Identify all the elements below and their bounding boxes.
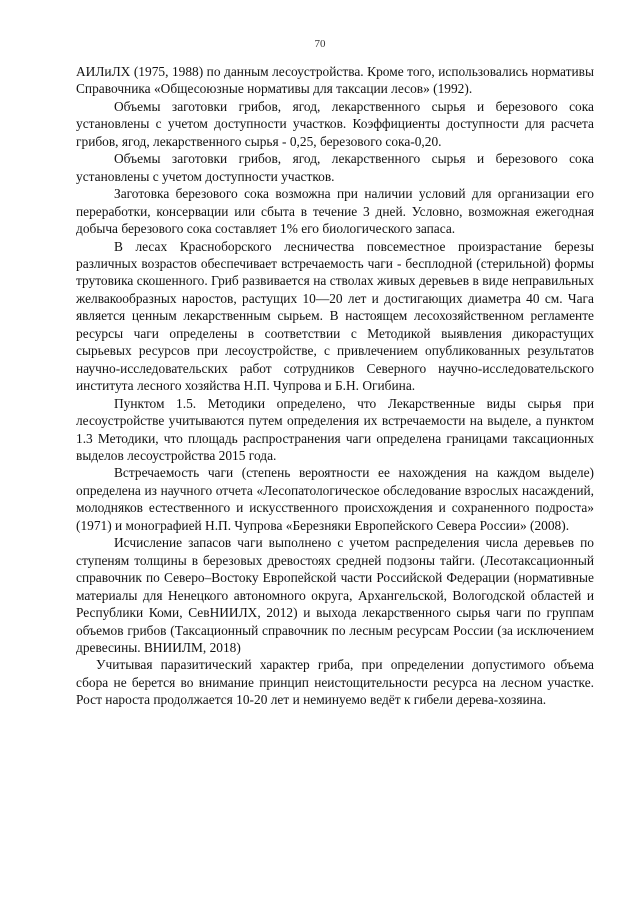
- paragraph-accessibility-coefficients: Объемы заготовки грибов, ягод, лекарственного сырья и березового сока установлены с учетом доступности участков. Коэффициенты доступности для расчета грибов, ягод, лекарственного сырья - 0,25, березового сока-0,20.: [76, 98, 594, 149]
- paragraph-parasitic-nature: Учитывая паразитический характер гриба, при определении допустимого объема сбора не берется во внимание принцип неистощительности ресурса на лесном участке. Рост нароста продолжается 10-20 лет и неминуемо ведёт к гибели дерева-хозяина.: [76, 657, 594, 708]
- paragraph-accessibility: Объемы заготовки грибов, ягод, лекарственного сырья и березового сока установлены с учетом доступности участков.: [76, 151, 594, 184]
- paragraph-chaga-description: В лесах Красноборского лесничества повсеместное произрастание березы различных возрастов обеспечивает встречаемость чаги - бесплодной (стерильной) формы трутовика скошенного. Гриб развивается на стволах живых деревьев в виде неправильных желвакообразных наростов, растущих 10—20 лет и достигающих диаметра 40 см. Чага является ценным лекарственным сырьем. В настоящем лесохозяйственном регламенте ресурсы чаги определены в соответствии с Методикой выявления дикорастущих сырьевых ресурсов при лесоустройстве, с привлечением опубликованных результатов научно-исследовательских работ сотрудников Северного научно-исследовательского института лесного хозяйства Н.П. Чупрова и Б.Н. Огибина.: [76, 238, 594, 394]
- paragraph-birch-sap: Заготовка березового сока возможна при наличии условий для организации его переработки, консервации или сбыта в течение 3 дней. Условно, возможная ежегодная добыча березового сока составляет 1% его биологического запаса.: [76, 186, 594, 237]
- paragraph-sources: АИЛиЛХ (1975, 1988) по данным лесоустройства. Кроме того, использовались нормативы Справочника «Общесоюзные нормативы для таксации лесов» (1992).: [76, 64, 594, 97]
- document-body: [76, 63, 594, 709]
- paragraph-stock-calculation: Исчисление запасов чаги выполнено с учетом распределения числа деревьев по ступеням толщины в березовых древостоях средней подзоны тайги. (Лесотаксационный справочник по Северо–Востоку Европейской части Российской Федерации (нормативные материалы для Ненецкого автономного округа, Архангельской, Вологодской областей и Республики Коми, СевНИИЛХ, 2012) и выхода лекарственного сырья чаги по группам объемов грибов (Таксационный справочник по лесным ресурсам России (за исключением древесины. ВНИИЛМ, 2018): [76, 535, 594, 655]
- paragraph-occurrence: Встречаемость чаги (степень вероятности ее нахождения на каждом выделе) определена из научного отчета «Лесопатологическое обследование взрослых насаждений, молодняков естественного и искусственного происхождения и сохраненного подроста» (1971) и монографией Н.П. Чупрова «Березняки Европейского Севера России» (2008).: [76, 465, 594, 533]
- page-number: 70: [314, 38, 326, 50]
- paragraph-methodology: Пунктом 1.5. Методики определено, что Лекарственные виды сырья при лесоустройстве учитываются путем определения их встречаемости на выделе, а пунктом 1.3 Методики, что площадь распространения чаги определена границами таксационных выделов лесоустройства 2015 года.: [76, 395, 594, 463]
